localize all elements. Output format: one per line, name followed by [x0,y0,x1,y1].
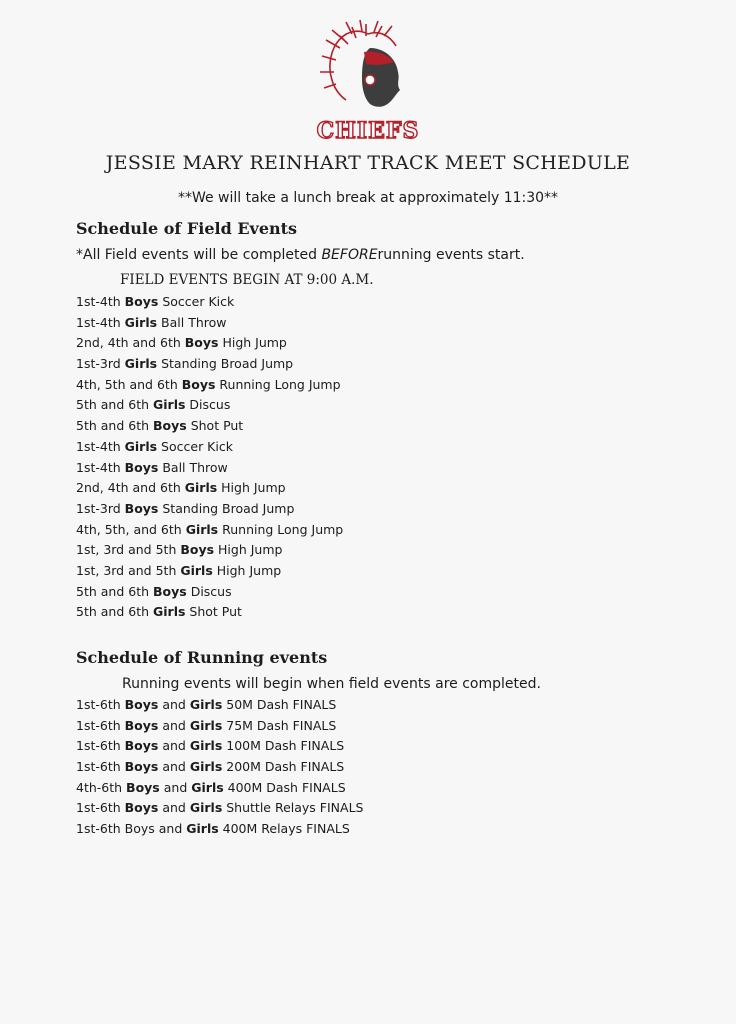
event-item: 1st-6th Boys and Girls 200M Dash FINALS [76,759,345,775]
event-item: 1st-6th Boys and Girls Shuttle Relays FINALS [76,800,364,816]
event-item: 2nd, 4th and 6th Girls High Jump [76,480,286,496]
field-events-list [76,292,343,623]
field-events-begin: FIELD EVENTS BEGIN AT 9:00 A.M. [120,272,374,288]
event-item: 1st-4th Boys Ball Throw [76,459,228,475]
page-title: JESSIE MARY REINHART TRACK MEET SCHEDULE [105,152,631,174]
running-events-heading: Schedule of Running events [76,648,328,667]
running-events-list [76,695,363,840]
event-item: 5th and 6th Boys Discus [76,583,232,599]
event-item: 5th and 6th Girls Shot Put [76,604,242,620]
lunch-note: **We will take a lunch break at approximately 11:30** [177,190,559,206]
event-item: 1st-4th Boys Soccer Kick [76,294,235,309]
event-item: 4th, 5th and 6th Boys Running Long Jump [76,376,341,392]
event-item: 1st, 3rd and 5th Girls High Jump [76,562,282,578]
event-item: 5th and 6th Boys Shot Put [76,418,244,434]
event-item: 2nd, 4th and 6th Boys High Jump [76,335,287,351]
field-events-heading: Schedule of Field Events [76,219,298,238]
event-item: 1st-6th Boys and Girls 75M Dash FINALS [76,717,337,733]
event-item: 1st-3rd Girls Standing Broad Jump [76,356,294,372]
field-events-note: *All Field events will be completed BEFORErunning events start. [76,247,525,263]
event-item: 5th and 6th Girls Discus [76,397,231,413]
event-item: 1st-4th Girls Soccer Kick [76,438,233,454]
event-item: 1st-6th Boys and Girls 100M Dash FINALS [76,738,345,754]
event-item: 1st-6th Boys and Girls 50M Dash FINALS [76,697,337,712]
logo-wordmark [317,118,420,144]
chiefs-logo [304,18,432,146]
svg-text:CHIEFS: CHIEFS [316,118,420,144]
event-item: 1st, 3rd and 5th Boys High Jump [76,542,283,558]
event-item: 4th-6th Boys and Girls 400M Dash FINALS [76,779,346,795]
event-item: 1st-3rd Boys Standing Broad Jump [76,500,295,516]
running-events-note: Running events will begin when field events are completed. [122,676,541,692]
event-item: 4th, 5th, and 6th Girls Running Long Jump [76,521,344,537]
event-item: 1st-6th Boys and Girls 400M Relays FINALS [76,821,350,837]
event-item: 1st-4th Girls Ball Throw [76,314,227,330]
